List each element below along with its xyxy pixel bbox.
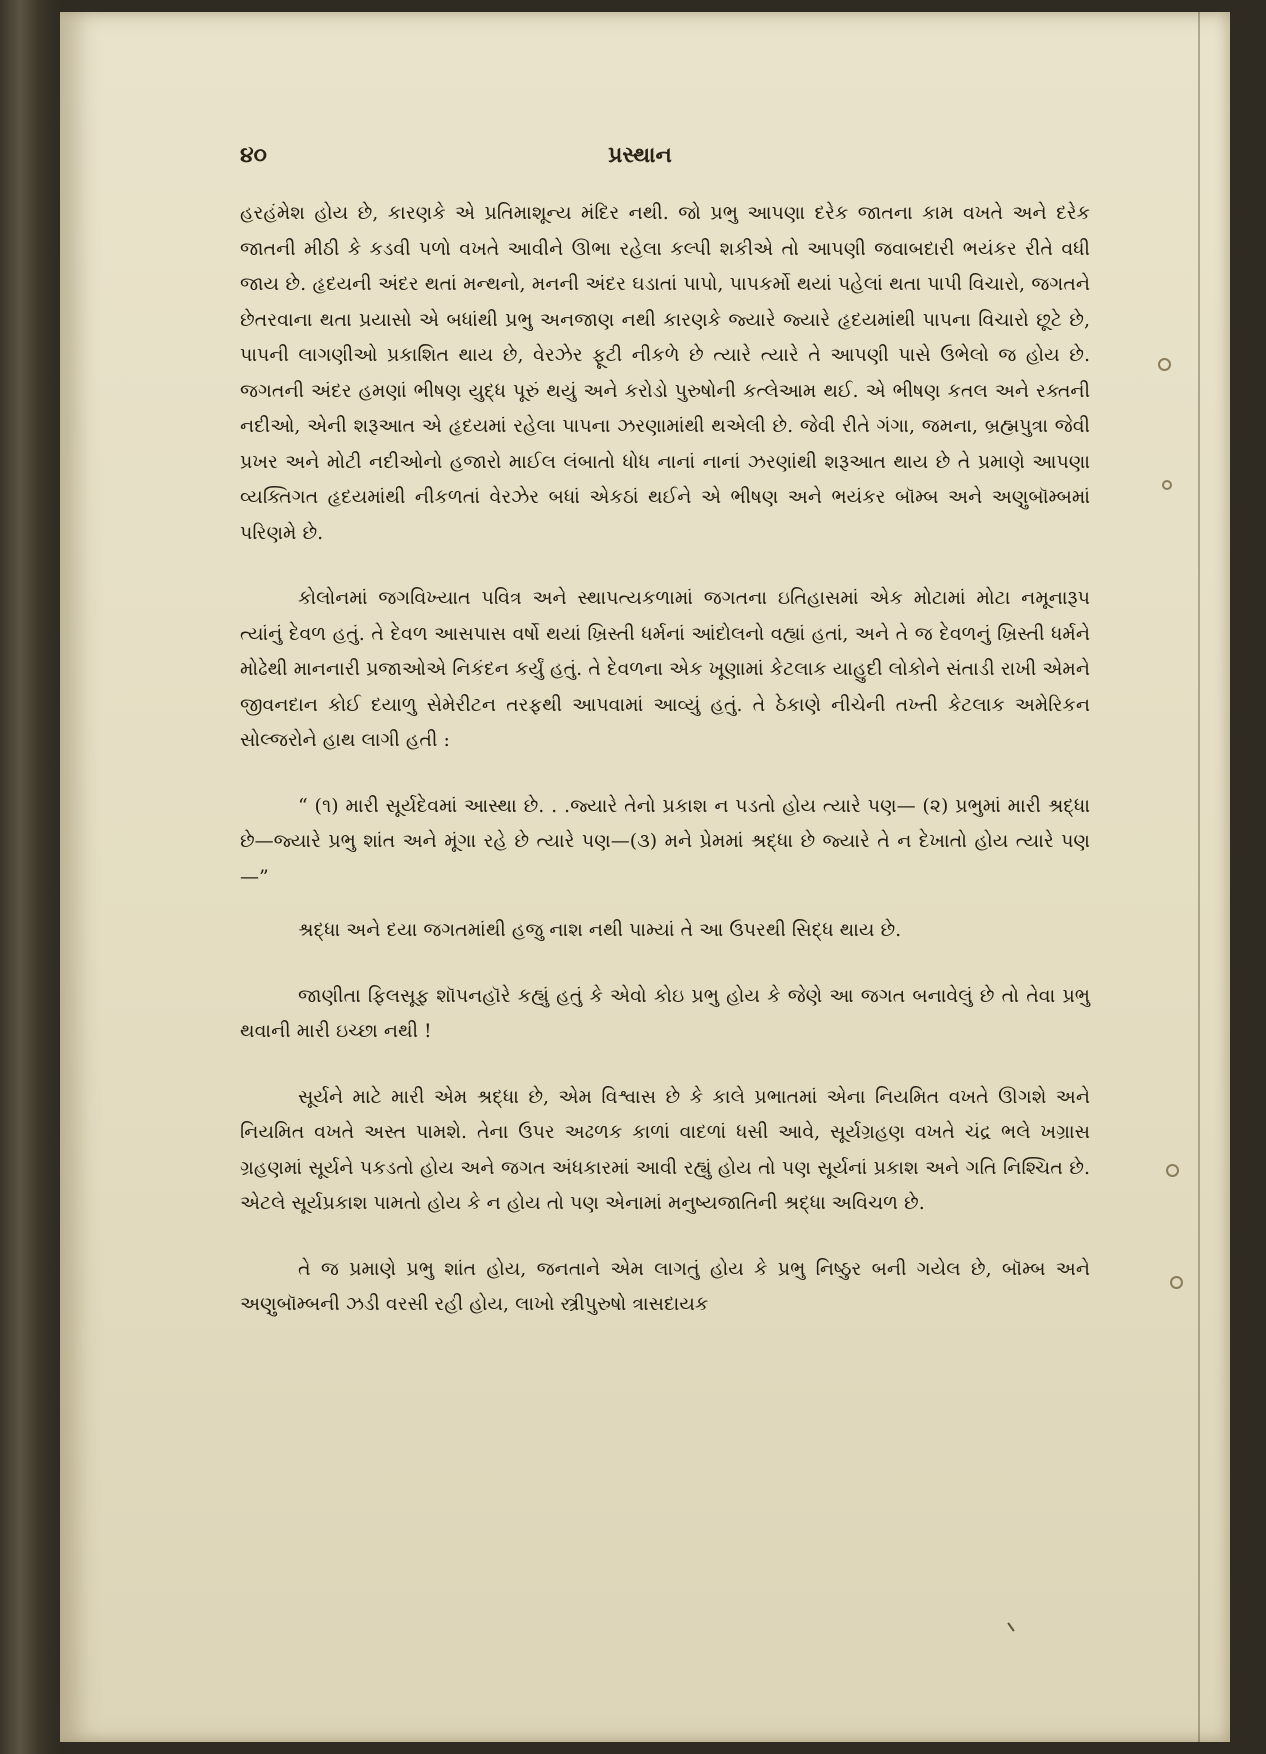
page-header (180, 143, 1100, 173)
binding-hole-mark (1166, 1164, 1179, 1177)
paragraph-1: હરહંમેશ હોય છે, કારણકે એ પ્રતિમાશૂન્ય મંદિર નથી. જો પ્રભુ આપણા દરેક જાતના કામ વખતે અને દરેક જાતની મીઠી કે કડવી પળો વખતે આવીને ઊભા રહેલા કલ્પી શકીએ તો આપણી જવાબદારી ભયંકર રીતે વધી જાય છે. હૃદયની અંદર થતાં મન્થનો, મનની અંદર ઘડાતાં પાપો, પાપકર્મો થયાં પહેલાં થતા પાપી વિચારો, જગતને છેતરવાના થતા પ્રયાસો એ બધાંથી પ્રભુ અનજાણ નથી કારણકે જ્યારે જ્યારે હૃદયમાંથી પાપના વિચારો છૂટે છે, પાપની લાગણીઓ પ્રકાશિત થાય છે, વેરઝેર ફૂટી નીકળે છે ત્યારે ત્યારે તે આપણી પાસે ઉભેલો જ હોય છે. જગતની અંદર હમણાં ભીષણ યુદ્ધ પૂરું થયું અને કરોડો પુરુષોની કત્લેઆમ થઈ. એ ભીષણ કતલ અને રક્તની નદીઓ, એની શરૂઆત એ હૃદયમાં રહેલા પાપના ઝરણામાંથી થએલી છે. જેવી રીતે ગંગા, જમના, બ્રહ્મપુત્રા જેવી પ્રખર અને મોટી નદીઓનો હજારો માઈલ લંબાતો ધોધ નાનાં નાનાં ઝરણાંથી શરૂઆત થાય છે તે પ્રમાણે આપણા વ્યક્તિગત હૃદયમાંથી નીકળતાં વેરઝેર બધાં એકઠાં થઈને એ ભીષણ અને ભયંકર બૉમ્બ અને અણુબૉમ્બમાં પરિણમે છે. (240, 202, 1090, 544)
binding-hole-mark (1170, 1276, 1183, 1289)
paragraph-2: કોલોનમાં જગવિખ્યાત પવિત્ર અને સ્થાપત્યકળામાં જગતના ઇતિહાસમાં એક મોટામાં મોટા નમૂનારૂપ ત્યાંનું દેવળ હતું. તે દેવળ આસપાસ વર્ષો થયાં ખ્રિસ્તી ધર્મનાં આંદોલનો વહ્યાં હતાં, અને તે જ દેવળનું ખ્રિસ્તી ધર્મને મોઢેથી માનનારી પ્રજાઓએ નિકંદન કર્યું હતું. તે દેવળના એક ખૂણામાં કેટલાક યાહુદી લોકોને સંતાડી રાખી એમને જીવનદાન કોઈ દયાળુ સેમેરીટન તરફથી આપવામાં આવ્યું હતું. તે ઠેકાણે નીચેની તખ્તી કેટલાક અમેરિકન સોલ્જરોને હાથ લાગી હતી : (240, 587, 1090, 751)
binding-hole-mark (1158, 358, 1171, 371)
running-title: પ્રસ્થાન (608, 143, 672, 168)
quotation: “ (૧) મારી સૂર્યદેવમાં આસ્થા છે. . .જ્યારે તેનો પ્રકાશ ન પડતો હોય ત્યારે પણ— (૨) પ્રભુમાં મારી શ્રદ્ધા છે—જ્યારે પ્રભુ શાંત અને મૂંગા રહે છે ત્યારે પણ—(૩) મને પ્રેમમાં શ્રદ્ધા છે જ્યારે તે ન દેખાતો હોય ત્યારે પણ—” (240, 794, 1090, 888)
paragraph-4: જાણીતા ફિલસૂફ શૉપનહૉરે કહ્યું હતું કે એવો કોઇ પ્રભુ હોય કે જેણે આ જગત બનાવેલું છે તો તેવા પ્રભુ થવાની મારી ઇચ્છા નથી ! (240, 984, 1090, 1042)
paragraph-3: શ્રદ્ધા અને દયા જગતમાંથી હજુ નાશ નથી પામ્યાં તે આ ઉપરથી સિદ્ધ થાય છે. (298, 919, 902, 941)
page-body (240, 196, 1090, 1323)
page-number: ૪૦ (240, 143, 267, 168)
paragraph-6: તે જ પ્રમાણે પ્રભુ શાંત હોય, જનતાને એમ લાગતું હોય કે પ્રભુ નિષ્ઠુર બની ગયેલ છે, બૉમ્બ અને અણુબૉમ્બની ઝડી વરસી રહી હોય, લાખો સ્ત્રીપુરુષો ત્રાસદાયક (240, 1257, 1090, 1315)
binding-hole-mark (1162, 480, 1172, 490)
paragraph-5: સૂર્યને માટે મારી એમ શ્રદ્ધા છે, એમ વિશ્વાસ છે કે કાલે પ્રભાતમાં એના નિયમિત વખતે ઊગશે અને નિયમિત વખતે અસ્ત પામશે. તેના ઉપર અઢળક કાળાં વાદળાં ધસી આવે, સૂર્યગ્રહણ વખતે ચંદ્ર ભલે ખગ્રાસ ગ્રહણમાં સૂર્યને પકડતો હોય અને જગત અંધકારમાં આવી રહ્યું હોય તો પણ સૂર્યનાં પ્રકાશ અને ગતિ નિશ્ચિત છે. એટલે સૂર્યપ્રકાશ પામતો હોય કે ન હોય તો પણ એનામાં મનુષ્યજાતિની શ્રદ્ધા અવિચળ છે. (240, 1085, 1090, 1214)
